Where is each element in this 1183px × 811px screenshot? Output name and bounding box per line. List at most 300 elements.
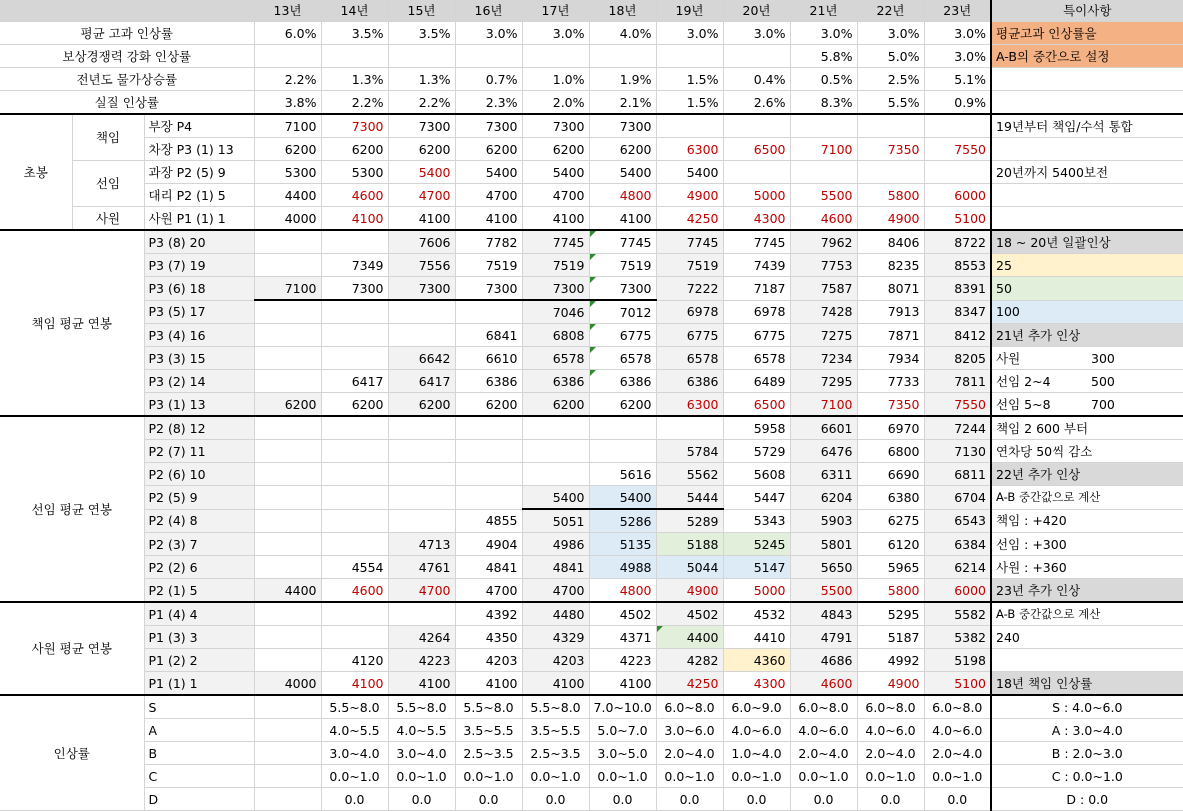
- salary-value: [790, 161, 857, 184]
- table-row: [0, 184, 1183, 207]
- salary-value: [254, 556, 321, 579]
- salary-value: 4392: [455, 602, 522, 626]
- side-note: 50: [991, 277, 1183, 301]
- salary-value: 4100: [321, 672, 388, 696]
- salary-value: 7350: [857, 393, 924, 417]
- note-value: 500: [1091, 373, 1115, 389]
- salary-value: 5286: [589, 509, 656, 533]
- raise-range: 3.5~5.5: [522, 719, 589, 742]
- salary-value: [254, 486, 321, 510]
- salary-value: 5147: [723, 556, 790, 579]
- rate-value: 1.5%: [656, 91, 723, 115]
- group-label: 책임 평균 연봉: [0, 230, 144, 416]
- note-cell: [991, 184, 1183, 207]
- side-note: 18 ~ 20년 일괄인상: [991, 230, 1183, 254]
- salary-value: 6578: [656, 347, 723, 370]
- group-label: 인상률: [0, 695, 144, 811]
- salary-value: 6120: [857, 533, 924, 556]
- salary-value: 4100: [321, 207, 388, 231]
- salary-value: 6543: [924, 509, 991, 533]
- raise-range: 4.0~6.0: [723, 719, 790, 742]
- salary-value: 7745: [589, 230, 656, 254]
- rate-note: [991, 91, 1183, 115]
- year-header: 15년: [388, 0, 455, 22]
- salary-value: 7300: [589, 114, 656, 138]
- position-label: P1 (4) 4: [144, 602, 254, 626]
- rate-value: 1.5%: [656, 68, 723, 91]
- salary-value: 5400: [656, 161, 723, 184]
- salary-value: 5800: [857, 579, 924, 603]
- salary-value: 6775: [656, 324, 723, 347]
- raise-range: 0.0~1.0: [455, 765, 522, 788]
- rate-value: 4.0%: [589, 22, 656, 45]
- salary-value: 7349: [321, 254, 388, 277]
- rate-value: 1.0%: [522, 68, 589, 91]
- position-label: P2 (3) 7: [144, 533, 254, 556]
- salary-value: [388, 440, 455, 463]
- raise-range: 2.5~3.5: [455, 742, 522, 765]
- salary-value: 4300: [723, 672, 790, 696]
- raise-range: 2.0~4.0: [857, 742, 924, 765]
- raise-range: 2.0~4.0: [790, 742, 857, 765]
- salary-value: 7234: [790, 347, 857, 370]
- raise-range: 5.5~8.0: [388, 695, 455, 719]
- salary-value: [254, 440, 321, 463]
- salary-value: 5784: [656, 440, 723, 463]
- position-label: 사원 P1 (1) 1: [144, 207, 254, 231]
- side-note: 22년 추가 인상: [991, 463, 1183, 486]
- salary-value: 4350: [455, 626, 522, 649]
- raise-range: 6.0~9.0: [723, 695, 790, 719]
- salary-value: 7753: [790, 254, 857, 277]
- salary-value: 5582: [924, 602, 991, 626]
- raise-range: 0.0: [321, 788, 388, 811]
- salary-value: 7300: [388, 114, 455, 138]
- salary-value: 4100: [388, 207, 455, 231]
- raise-range: [254, 695, 321, 719]
- salary-value: 4371: [589, 626, 656, 649]
- salary-value: 4120: [321, 649, 388, 672]
- rate-label: 실질 인상률: [0, 91, 254, 115]
- salary-value: [321, 416, 388, 440]
- salary-value: 7130: [924, 440, 991, 463]
- salary-value: 4100: [388, 672, 455, 696]
- raise-range: 0.0~1.0: [790, 765, 857, 788]
- note-cell: 20년까지 5400보전: [991, 161, 1183, 184]
- rate-value: 2.2%: [254, 68, 321, 91]
- salary-value: 7300: [321, 114, 388, 138]
- salary-value: 5187: [857, 626, 924, 649]
- raise-range: [254, 719, 321, 742]
- year-header: 19년: [656, 0, 723, 22]
- salary-value: 5616: [589, 463, 656, 486]
- salary-value: [388, 300, 455, 324]
- salary-value: 4700: [455, 184, 522, 207]
- note-label: 사원: [996, 350, 1021, 366]
- position-label: P3 (1) 13: [144, 393, 254, 417]
- table-row: [0, 45, 1183, 68]
- raise-range: 0.0~1.0: [589, 765, 656, 788]
- salary-value: [924, 114, 991, 138]
- salary-value: [321, 300, 388, 324]
- salary-value: [857, 114, 924, 138]
- side-note: [991, 370, 1183, 393]
- raise-range: 7.0~10.0: [589, 695, 656, 719]
- salary-value: 7913: [857, 300, 924, 324]
- rate-label: 전년도 물가상승률: [0, 68, 254, 91]
- side-note: B : 2.0~3.0: [991, 742, 1183, 765]
- category-label: 책임: [72, 114, 144, 161]
- side-note: C : 0.0~1.0: [991, 765, 1183, 788]
- raise-range: 0.0: [388, 788, 455, 811]
- table-row: [0, 672, 1183, 696]
- salary-value: 7100: [254, 114, 321, 138]
- salary-value: 6704: [924, 486, 991, 510]
- salary-value: 6384: [924, 533, 991, 556]
- rate-value: [656, 45, 723, 68]
- salary-value: 5400: [589, 486, 656, 510]
- rate-value: 0.4%: [723, 68, 790, 91]
- salary-value: 7519: [455, 254, 522, 277]
- raise-range: 0.0~1.0: [924, 765, 991, 788]
- salary-value: 6200: [254, 393, 321, 417]
- salary-value: 7439: [723, 254, 790, 277]
- table-row: [0, 138, 1183, 161]
- salary-value: [254, 626, 321, 649]
- rate-label: 평균 고과 인상률: [0, 22, 254, 45]
- salary-value: 4841: [522, 556, 589, 579]
- salary-value: 6311: [790, 463, 857, 486]
- salary-value: [388, 486, 455, 510]
- salary-value: [254, 533, 321, 556]
- salary-value: 6200: [522, 138, 589, 161]
- salary-value: 7550: [924, 393, 991, 417]
- year-header: 14년: [321, 0, 388, 22]
- salary-value: 8553: [924, 254, 991, 277]
- salary-value: 6808: [522, 324, 589, 347]
- salary-value: [857, 161, 924, 184]
- salary-value: 4100: [522, 672, 589, 696]
- salary-value: 4600: [790, 672, 857, 696]
- category-label: 선임: [72, 161, 144, 207]
- salary-value: 6476: [790, 440, 857, 463]
- side-note: [991, 347, 1183, 370]
- salary-value: 4250: [656, 672, 723, 696]
- salary-value: [321, 602, 388, 626]
- rate-value: 3.0%: [857, 22, 924, 45]
- raise-range: 6.0~8.0: [924, 695, 991, 719]
- table-row: [0, 207, 1183, 231]
- position-label: P2 (1) 5: [144, 579, 254, 603]
- salary-value: [254, 347, 321, 370]
- salary-value: 4000: [254, 207, 321, 231]
- salary-value: 6417: [388, 370, 455, 393]
- raise-range: 0.0: [455, 788, 522, 811]
- salary-value: [656, 114, 723, 138]
- rate-value: 2.2%: [388, 91, 455, 115]
- salary-value: [589, 440, 656, 463]
- table-row: [0, 114, 1183, 138]
- salary-value: 7587: [790, 277, 857, 301]
- salary-value: 5400: [522, 486, 589, 510]
- salary-value: 7519: [656, 254, 723, 277]
- salary-value: 6386: [656, 370, 723, 393]
- salary-value: 5801: [790, 533, 857, 556]
- salary-value: 8412: [924, 324, 991, 347]
- raise-range: 0.0~1.0: [857, 765, 924, 788]
- raise-range: 3.0~4.0: [388, 742, 455, 765]
- salary-value: [522, 463, 589, 486]
- salary-value: 7100: [790, 393, 857, 417]
- raise-range: 0.0~1.0: [656, 765, 723, 788]
- salary-value: 5100: [924, 672, 991, 696]
- position-label: P3 (4) 16: [144, 324, 254, 347]
- side-note: A-B 중간값으로 계산: [991, 486, 1183, 510]
- salary-value: 5051: [522, 509, 589, 533]
- salary-value: [522, 416, 589, 440]
- table-row: [0, 440, 1183, 463]
- salary-value: 4264: [388, 626, 455, 649]
- table-row: [0, 486, 1183, 510]
- rate-value: 3.0%: [656, 22, 723, 45]
- salary-value: 5562: [656, 463, 723, 486]
- rate-value: 0.9%: [924, 91, 991, 115]
- raise-range: 5.5~8.0: [455, 695, 522, 719]
- rate-value: [321, 45, 388, 68]
- salary-value: [254, 602, 321, 626]
- salary-value: 5289: [656, 509, 723, 533]
- raise-range: 0.0: [723, 788, 790, 811]
- salary-value: [455, 300, 522, 324]
- side-note: A-B 중간값으로 계산: [991, 602, 1183, 626]
- raise-range: 0.0: [589, 788, 656, 811]
- side-note: [991, 393, 1183, 417]
- salary-value: 5044: [656, 556, 723, 579]
- raise-range: 0.0: [924, 788, 991, 811]
- salary-value: 7300: [589, 277, 656, 301]
- rate-value: [589, 45, 656, 68]
- rate-note: 평균고과 인상률을: [991, 22, 1183, 45]
- year-header: 17년: [522, 0, 589, 22]
- salary-value: 5400: [455, 161, 522, 184]
- rate-value: 3.0%: [723, 22, 790, 45]
- table-row: [0, 161, 1183, 184]
- salary-value: [656, 416, 723, 440]
- salary-value: [388, 463, 455, 486]
- category-label: 사원: [72, 207, 144, 231]
- salary-value: [790, 114, 857, 138]
- grade-label: C: [144, 765, 254, 788]
- year-header: 16년: [455, 0, 522, 22]
- salary-value: 5965: [857, 556, 924, 579]
- salary-value: 7187: [723, 277, 790, 301]
- salary-value: 5135: [589, 533, 656, 556]
- year-header: 21년: [790, 0, 857, 22]
- raise-range: 0.0: [522, 788, 589, 811]
- raise-range: 4.0~6.0: [857, 719, 924, 742]
- salary-value: [388, 416, 455, 440]
- side-note: 사원 : +360: [991, 556, 1183, 579]
- salary-value: 5608: [723, 463, 790, 486]
- salary-value: 4203: [455, 649, 522, 672]
- table-row: [0, 230, 1183, 254]
- salary-value: 4282: [656, 649, 723, 672]
- salary-value: [321, 486, 388, 510]
- salary-value: 7222: [656, 277, 723, 301]
- salary-value: 4855: [455, 509, 522, 533]
- salary-value: 4400: [254, 579, 321, 603]
- salary-value: 7300: [455, 277, 522, 301]
- salary-value: 6200: [254, 138, 321, 161]
- salary-value: 4791: [790, 626, 857, 649]
- table-row: [0, 765, 1183, 788]
- salary-value: 5343: [723, 509, 790, 533]
- salary-value: [254, 230, 321, 254]
- position-label: P2 (6) 10: [144, 463, 254, 486]
- salary-value: 5400: [589, 161, 656, 184]
- salary-value: 5650: [790, 556, 857, 579]
- salary-value: 8347: [924, 300, 991, 324]
- salary-value: 4988: [589, 556, 656, 579]
- position-label: P1 (3) 3: [144, 626, 254, 649]
- salary-value: 7428: [790, 300, 857, 324]
- note-label: 선임 5~8: [996, 396, 1051, 412]
- position-label: 과장 P2 (5) 9: [144, 161, 254, 184]
- salary-value: [254, 370, 321, 393]
- raise-range: 6.0~8.0: [857, 695, 924, 719]
- salary-value: 4992: [857, 649, 924, 672]
- note-cell: [991, 207, 1183, 231]
- salary-value: 6200: [455, 138, 522, 161]
- table-row: [0, 68, 1183, 91]
- salary-value: 4300: [723, 207, 790, 231]
- side-note: 23년 추가 인상: [991, 579, 1183, 603]
- raise-range: 0.0: [656, 788, 723, 811]
- rate-value: 0.7%: [455, 68, 522, 91]
- raise-range: 0.0~1.0: [388, 765, 455, 788]
- salary-value: 5295: [857, 602, 924, 626]
- salary-value: [455, 416, 522, 440]
- salary-value: 8406: [857, 230, 924, 254]
- rate-value: 0.5%: [790, 68, 857, 91]
- side-note: 21년 추가 인상: [991, 324, 1183, 347]
- salary-value: 7300: [522, 114, 589, 138]
- salary-value: [321, 626, 388, 649]
- raise-range: 1.0~4.0: [723, 742, 790, 765]
- salary-value: 5400: [388, 161, 455, 184]
- salary-value: 4700: [522, 579, 589, 603]
- salary-value: [321, 347, 388, 370]
- side-note: 선임 : +300: [991, 533, 1183, 556]
- salary-value: 4400: [254, 184, 321, 207]
- salary-value: 6200: [589, 393, 656, 417]
- salary-value: 7556: [388, 254, 455, 277]
- rate-value: 1.3%: [321, 68, 388, 91]
- year-header: 23년: [924, 0, 991, 22]
- salary-value: [254, 254, 321, 277]
- table-row: [0, 556, 1183, 579]
- salary-value: 4800: [589, 184, 656, 207]
- salary-value: 5400: [522, 161, 589, 184]
- rate-value: 3.0%: [924, 22, 991, 45]
- salary-value: [254, 649, 321, 672]
- salary-value: 7300: [522, 277, 589, 301]
- note-cell: [991, 138, 1183, 161]
- side-note: 18년 책임 인상률: [991, 672, 1183, 696]
- salary-value: [388, 602, 455, 626]
- raise-range: 6.0~8.0: [656, 695, 723, 719]
- table-row: [0, 463, 1183, 486]
- rate-value: 6.0%: [254, 22, 321, 45]
- salary-value: [321, 324, 388, 347]
- raise-range: 0.0~1.0: [321, 765, 388, 788]
- salary-value: 4554: [321, 556, 388, 579]
- salary-value: 6970: [857, 416, 924, 440]
- salary-value: 4480: [522, 602, 589, 626]
- rate-value: 3.0%: [522, 22, 589, 45]
- raise-range: 6.0~8.0: [790, 695, 857, 719]
- position-label: P2 (7) 11: [144, 440, 254, 463]
- raise-range: [254, 742, 321, 765]
- position-label: P1 (1) 1: [144, 672, 254, 696]
- salary-value: 7519: [589, 254, 656, 277]
- table-row: [0, 91, 1183, 115]
- table-row: [0, 533, 1183, 556]
- rate-note: [991, 68, 1183, 91]
- raise-range: 4.0~5.5: [388, 719, 455, 742]
- rate-value: 3.5%: [388, 22, 455, 45]
- salary-value: 4250: [656, 207, 723, 231]
- raise-range: 5.5~8.0: [522, 695, 589, 719]
- salary-value: 4100: [589, 207, 656, 231]
- rate-value: [522, 45, 589, 68]
- table-row: [0, 254, 1183, 277]
- salary-value: 6690: [857, 463, 924, 486]
- position-label: P3 (2) 14: [144, 370, 254, 393]
- corner-cell: [0, 0, 254, 22]
- salary-value: 7275: [790, 324, 857, 347]
- position-label: P2 (2) 6: [144, 556, 254, 579]
- salary-value: 5500: [790, 579, 857, 603]
- salary-value: 5800: [857, 184, 924, 207]
- salary-value: 7745: [723, 230, 790, 254]
- salary-value: 6275: [857, 509, 924, 533]
- salary-value: 6200: [589, 138, 656, 161]
- salary-value: 8071: [857, 277, 924, 301]
- salary-value: 4843: [790, 602, 857, 626]
- salary-value: 5958: [723, 416, 790, 440]
- salary-value: 7782: [455, 230, 522, 254]
- salary-value: [924, 161, 991, 184]
- raise-range: 4.0~5.5: [321, 719, 388, 742]
- side-note: 책임 : +420: [991, 509, 1183, 533]
- salary-value: 4904: [455, 533, 522, 556]
- rate-value: 5.1%: [924, 68, 991, 91]
- grade-label: B: [144, 742, 254, 765]
- salary-value: 6841: [455, 324, 522, 347]
- rate-value: 1.3%: [388, 68, 455, 91]
- raise-range: 3.5~5.5: [455, 719, 522, 742]
- table-row: [0, 22, 1183, 45]
- table-row: [0, 788, 1183, 811]
- salary-value: 4400: [656, 626, 723, 649]
- salary-value: 6417: [321, 370, 388, 393]
- salary-value: 5000: [723, 184, 790, 207]
- raise-range: 0.0~1.0: [723, 765, 790, 788]
- salary-value: 6386: [522, 370, 589, 393]
- salary-value: 5382: [924, 626, 991, 649]
- salary-value: 4532: [723, 602, 790, 626]
